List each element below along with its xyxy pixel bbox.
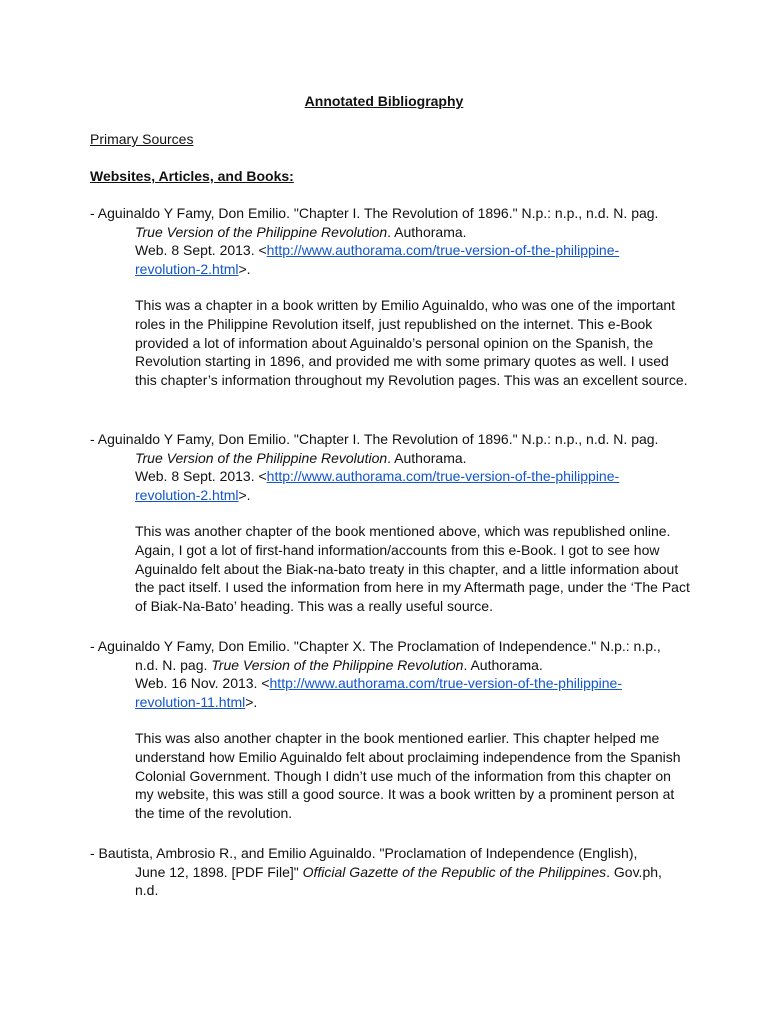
page-title: Annotated Bibliography [304, 93, 464, 109]
citation-line [90, 260, 690, 279]
citation-text: . Authorama. [387, 223, 467, 240]
citation-text: Web. 16 Nov. 2013. < [135, 675, 270, 692]
citation-line: - Bautista, Ambrosio R., and Emilio Aguinaldo. "Proclamation of Independence (English), [90, 845, 638, 861]
citation-line: n.d. [135, 882, 159, 899]
citation-text: >. [245, 693, 258, 710]
citation-line [90, 241, 690, 260]
bibliography-entry [90, 844, 690, 900]
work-title: True Version of the Philippine Revolution [135, 223, 388, 240]
annotation-paragraph: This was a chapter in a book written by Emilio Aguinaldo, who was one of the important roles in the Philippine Revolution itself, just republished on the internet. This e-Book provided a lot of information about Aguinaldo’s personal opinion on the Spanish, the Revolution starting in 1896, and provided me with some primary quotes as well. I used this chapter’s information throughout my Revolution pages. This was an excellent source. [135, 297, 688, 388]
citation-line [90, 863, 690, 882]
citation-line [90, 693, 690, 712]
citation-line [90, 223, 690, 242]
citation-text: June 12, 1898. [PDF File]" [135, 863, 303, 880]
bibliography-entry [90, 430, 690, 615]
citation-text: >. [238, 260, 251, 277]
annotation-paragraph: This was another chapter of the book mentioned above, which was republished online. Again, I got a lot of first-hand information/accounts from this e-Book. I got to see how Aguinaldo felt about the Biak-na-bato treaty in this chapter, and a little information about the pact itself. I used the information from here in my Aftermath page, under the ‘The Pact of Biak-Na-Bato’ heading. This was a really useful source. [135, 523, 690, 614]
citation-url-link[interactable]: revolution-2.html [135, 260, 239, 277]
citation-line [90, 674, 690, 693]
bibliography-entry [90, 637, 690, 822]
citation-line: - Aguinaldo Y Famy, Don Emilio. "Chapter X. The Proclamation of Independence." N.p.: n.p., [90, 638, 661, 654]
citation-text: n.d. N. pag. [135, 656, 212, 673]
citation-line [90, 486, 690, 505]
section-heading: Primary Sources [90, 131, 194, 147]
citation-line: - Aguinaldo Y Famy, Don Emilio. "Chapter I. The Revolution of 1896." N.p.: n.p., n.d. N. pag. [90, 431, 659, 447]
citation-text: . Gov.ph, [606, 863, 662, 880]
citation-text: . Authorama. [463, 656, 543, 673]
citation-text: >. [238, 486, 251, 503]
citation-line [90, 656, 690, 675]
citation-text: Web. 8 Sept. 2013. < [135, 468, 267, 485]
work-title: Official Gazette of the Republic of the Philippines [302, 863, 607, 880]
subsection-heading: Websites, Articles, and Books: [90, 168, 294, 184]
bibliography-entry [90, 204, 690, 389]
work-title: True Version of the Philippine Revolution [135, 449, 388, 466]
citation-line: - Aguinaldo Y Famy, Don Emilio. "Chapter I. The Revolution of 1896." N.p.: n.p., n.d. N. pag. [90, 205, 659, 221]
citation-line [90, 449, 690, 468]
work-title: True Version of the Philippine Revolution [211, 656, 464, 673]
citation-url-link[interactable]: http://www.authorama.com/true-version-of-the-philippine- [266, 468, 620, 485]
citation-url-link[interactable]: revolution-11.html [135, 693, 246, 710]
citation-url-link[interactable]: revolution-2.html [135, 486, 239, 503]
citation-url-link[interactable]: http://www.authorama.com/true-version-of-the-philippine- [266, 242, 620, 259]
citation-url-link[interactable]: http://www.authorama.com/true-version-of-the-philippine- [269, 675, 623, 692]
citation-line [90, 467, 690, 486]
annotation-paragraph: This was also another chapter in the book mentioned earlier. This chapter helped me understand how Emilio Aguinaldo felt about proclaiming independence from the Spanish Colonial Government. Though I didn’t use much of the information from this chapter on my website, this was still a good source. It was a book written by a prominent person at the time of the revolution. [135, 730, 681, 821]
citation-text: Web. 8 Sept. 2013. < [135, 242, 267, 259]
citation-text: . Authorama. [387, 449, 467, 466]
